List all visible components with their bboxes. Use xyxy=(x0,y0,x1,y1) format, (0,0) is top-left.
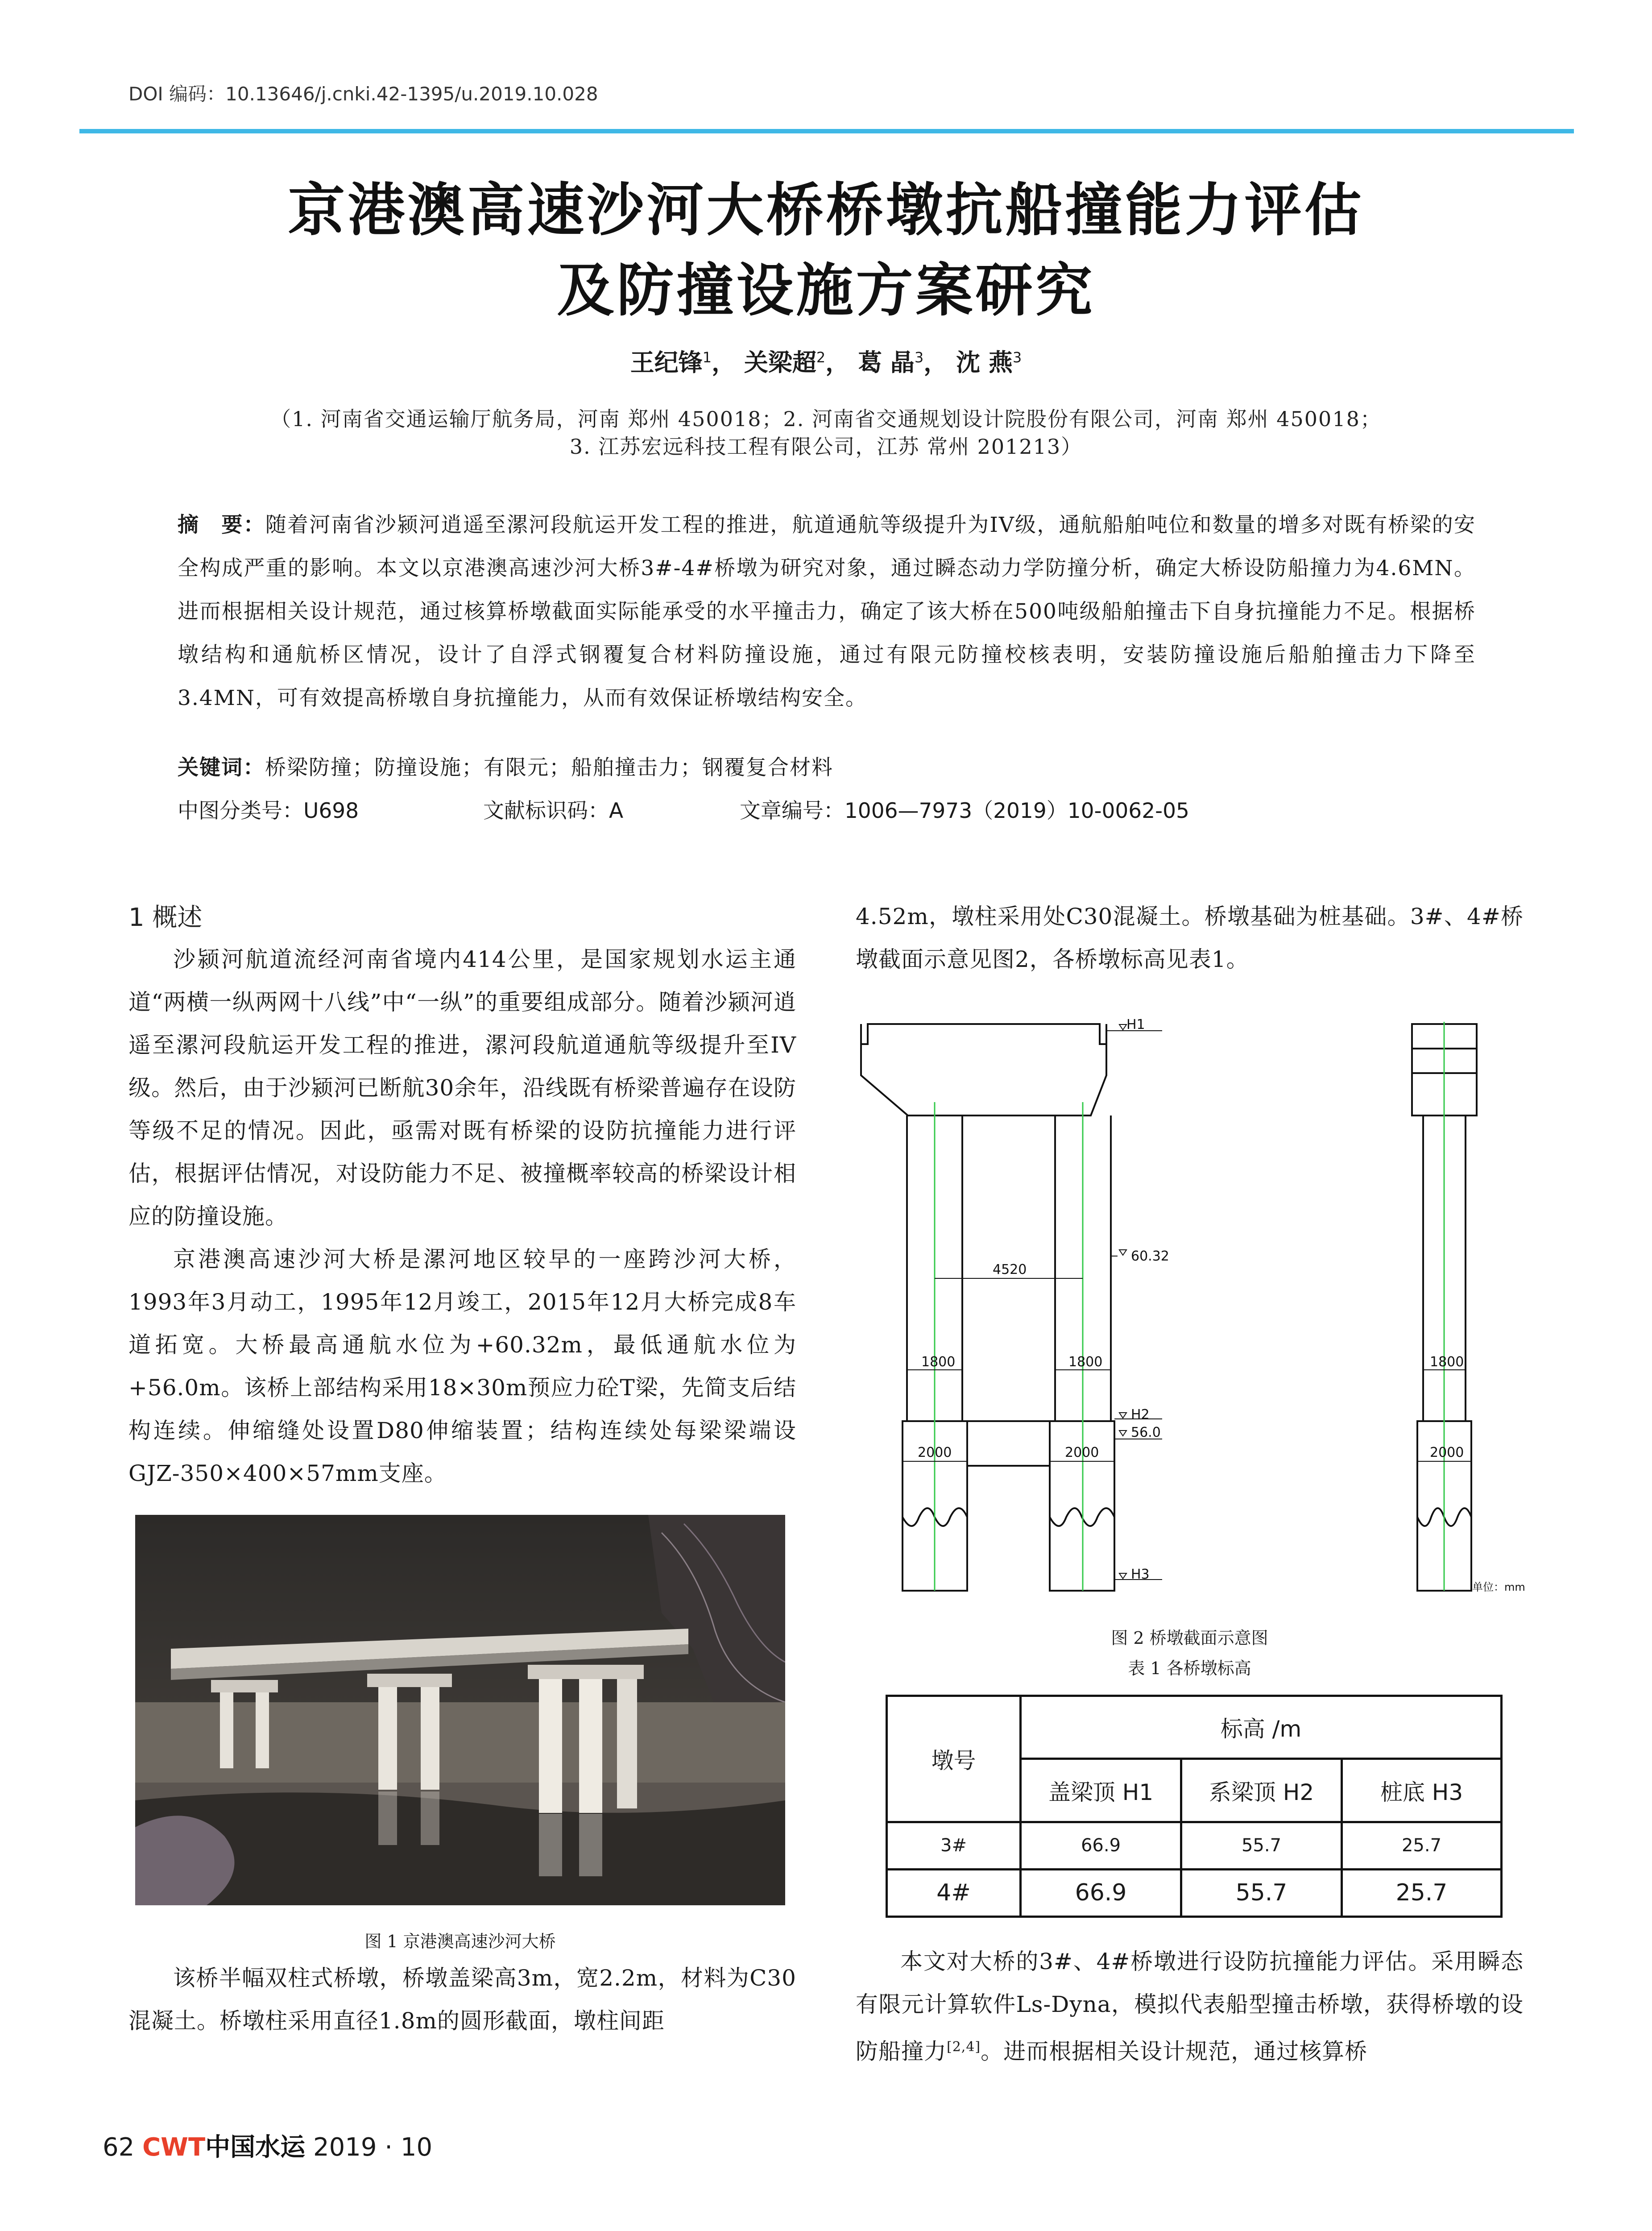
label-col-dia: 1800 xyxy=(921,1354,956,1370)
left-column-text xyxy=(128,938,796,1495)
cap-beam-top xyxy=(861,1024,1106,1044)
table-cell: 3# xyxy=(887,1822,1021,1869)
label-h1: H1 xyxy=(1126,1017,1145,1033)
author-list xyxy=(0,344,1652,378)
table-cell: 55.7 xyxy=(1181,1869,1342,1916)
abstract xyxy=(178,503,1476,720)
title-line-1: 京港澳高速沙河大桥桥墩抗船撞能力评估 xyxy=(288,177,1364,244)
section-heading: 1 概述 xyxy=(128,903,203,932)
author-name: 葛 晶 xyxy=(858,348,915,377)
author-sep: ， xyxy=(825,348,850,377)
label-h2: H2 xyxy=(1131,1407,1150,1422)
author-sep: ， xyxy=(712,348,736,377)
table-cell: 4# xyxy=(887,1869,1021,1916)
author-affil-mark: 2 xyxy=(816,349,826,366)
table-row xyxy=(887,1822,1502,1869)
elevation-table xyxy=(886,1695,1503,1918)
abstract-text: 随着河南省沙颍河逍遥至漯河段航运开发工程的推进，航道通航等级提升为IV级，通航船舶吨位和数量的增多对既有桥梁的安全构成严重的影响。本文以京港澳高速沙河大桥3#-4#桥墩为研究对象，通过瞬态动力学防撞分析，确定大桥设防船撞力为4.6MN。进而根据相关设计规范，通过核算桥墩截面实际能承受的水平撞击力，确定了该大桥在500吨级船舶撞击下自身抗撞能力不足。根据桥墩结构和通航桥区情况，设计了自浮式钢覆复合材料防撞设施，通过有限元防撞校核表明，安装防撞设施后船舶撞击力下降至3.4MN，可有效提高桥墩自身抗撞能力，从而有效保证桥墩结构安全。 xyxy=(178,513,1476,710)
keywords-label: 关键词： xyxy=(178,755,265,780)
citation: [2,4] xyxy=(947,2039,981,2055)
issue-label: 2019 · 10 xyxy=(313,2133,433,2162)
table-cell: 25.7 xyxy=(1342,1869,1502,1916)
header-rule xyxy=(79,129,1574,133)
label-level-60: 60.32 xyxy=(1131,1248,1169,1264)
paragraph: 4.52m，墩柱采用处C30混凝土。桥墩基础为桩基础。3#、4#桥墩截面示意见图2，各桥墩标高见表1。 xyxy=(856,904,1524,972)
paragraph-text: 本文对大桥的3#、4#桥墩进行设防抗撞能力评估。采用瞬态有限元计算软件Ls-Dyna，模拟代表船型撞击桥墩，获得桥墩的设防船撞力 xyxy=(856,1949,1524,2065)
pier-section-diagram xyxy=(850,1013,1528,1593)
label-pile-dia: 2000 xyxy=(1430,1445,1464,1460)
label-col-dia: 1800 xyxy=(1430,1354,1464,1370)
table-header-group: 标高 /m xyxy=(1021,1696,1502,1759)
keywords-text: 桥梁防撞；防撞设施；有限元；船舶撞击力；钢覆复合材料 xyxy=(265,755,833,780)
doi-line: DOI 编码：10.13646/j.cnki.42-1395/u.2019.10.028 xyxy=(128,83,598,105)
classification-line xyxy=(178,794,1189,824)
bridge-photo xyxy=(135,1515,785,1905)
figure-2-caption: 图 2 桥墩截面示意图 xyxy=(1111,1628,1268,1648)
keywords xyxy=(178,751,833,781)
affiliation-line-1: （1. 河南省交通运输厅航务局，河南 郑州 450018；2. 河南省交通规划设计院股份有限公司，河南 郑州 450018； xyxy=(270,407,1382,431)
right-column-text-bottom xyxy=(856,1940,1524,2073)
author-affil-mark: 3 xyxy=(1012,349,1022,366)
document-code: 文献标识码：A xyxy=(483,799,624,823)
author-name: 沈 燕 xyxy=(956,348,1013,377)
table-header-h2: 系梁顶 H2 xyxy=(1181,1759,1342,1822)
author-sep: ， xyxy=(923,348,948,377)
table-row xyxy=(887,1869,1502,1916)
left-column-text-bottom xyxy=(128,1957,796,2042)
table-cell: 66.9 xyxy=(1021,1822,1181,1869)
table-cell: 25.7 xyxy=(1342,1822,1502,1869)
label-unit: 单位：mm xyxy=(1472,1581,1525,1593)
table-header-h1: 盖梁顶 H1 xyxy=(1021,1759,1181,1822)
label-h3: H3 xyxy=(1131,1567,1150,1582)
journal-logo: CWT xyxy=(142,2133,206,2162)
label-pile-dia: 2000 xyxy=(1065,1445,1099,1460)
abstract-label: 摘 要： xyxy=(178,513,265,537)
right-column-text xyxy=(856,895,1524,981)
figure-1-caption: 图 1 京港澳高速沙河大桥 xyxy=(364,1932,556,1951)
table-cell: 55.7 xyxy=(1181,1822,1342,1869)
label-span: 4520 xyxy=(993,1262,1027,1277)
paragraph: 京港澳高速沙河大桥是漯河地区较早的一座跨沙河大桥，1993年3月动工，1995年12月竣工，2015年12月大桥完成8车道拓宽。大桥最高通航水位为+60.32m，最低通航水位为+56.0m。该桥上部结构采用18×30m预应力砼T梁，先简支后结构连续。伸缩缝处设置D80伸缩装置；结构连续处每梁梁端设GJZ-350×400×57mm支座。 xyxy=(128,1246,796,1486)
affiliation-line-2: 3. 江苏宏远科技工程有限公司，江苏 常州 201213） xyxy=(569,435,1083,459)
table-header-h3: 桩底 H3 xyxy=(1342,1759,1502,1822)
paragraph: 沙颍河航道流经河南省境内414公里，是国家规划水运主通道“两横一纵两网十八线”中“一纵”的重要组成部分。随着沙颍河逍遥至漯河段航运开发工程的推进，漯河段航道通航等级提升至IV级。然后，由于沙颍河已断航30余年，沿线既有桥梁普遍存在设防等级不足的情况。因此，亟需对既有桥梁的设防抗撞能力进行评估，根据评估情况，对设防能力不足、被撞概率较高的桥梁设计相应的防撞设施。 xyxy=(128,946,796,1229)
label-pile-dia: 2000 xyxy=(918,1445,952,1460)
author-name: 王纪锋 xyxy=(630,348,703,377)
paragraph xyxy=(856,1940,1524,2073)
label-level-56: 56.0 xyxy=(1131,1425,1161,1440)
clc-number: 中图分类号：U698 xyxy=(178,799,359,823)
title-line-2: 及防撞设施方案研究 xyxy=(557,257,1095,324)
page-number: 62 xyxy=(103,2133,135,2162)
table-cell: 66.9 xyxy=(1021,1869,1181,1916)
article-number: 文章编号：1006—7973（2019）10-0062-05 xyxy=(739,799,1189,823)
paragraph-text: 。进而根据相关设计规范，通过核算桥 xyxy=(981,2038,1368,2065)
table-1-caption: 表 1 各桥墩标高 xyxy=(1128,1659,1251,1678)
paragraph: 该桥半幅双柱式桥墩，桥墩盖梁高3m，宽2.2m，材料为C30混凝土。桥墩柱采用直径1.8m的圆形截面，墩柱间距 xyxy=(128,1965,796,2034)
author-name: 关梁超 xyxy=(744,348,816,377)
page-footer xyxy=(103,2127,432,2163)
journal-name: 中国水运 xyxy=(205,2133,306,2162)
author-affil-mark: 1 xyxy=(702,349,712,366)
label-col-dia: 1800 xyxy=(1068,1354,1103,1370)
table-header-pier: 墩号 xyxy=(887,1696,1021,1822)
author-affil-mark: 3 xyxy=(914,349,924,366)
